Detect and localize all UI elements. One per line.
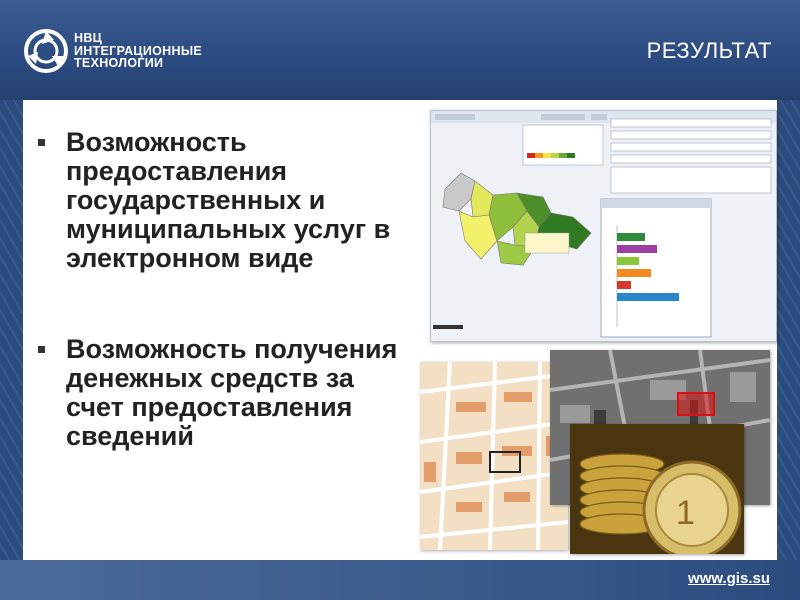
gis-application-screenshot	[430, 110, 777, 342]
bullet-item	[38, 128, 418, 273]
logo-line-3: ТЕХНОЛОГИИ	[74, 56, 164, 70]
slide-title: РЕЗУЛЬТАТ	[646, 38, 772, 63]
map-and-bar-chart-icon	[431, 111, 776, 341]
logo-line-1: НВЦ	[74, 31, 103, 45]
bullet-text: Возможность получения денежных средств за счет предоставления сведений	[66, 334, 398, 451]
bullet-marker-icon	[38, 139, 45, 146]
left-background-strip	[0, 100, 23, 600]
bullet-marker-icon	[38, 346, 45, 353]
bullet-item	[38, 335, 418, 451]
euro-coins-icon	[570, 424, 744, 554]
website-link[interactable]: www.gis.su	[688, 570, 770, 587]
svg-text:1: 1	[676, 494, 695, 532]
slide-header	[0, 0, 800, 100]
coins-photo	[570, 424, 744, 554]
city-map-icon	[420, 362, 568, 550]
bullet-text: Возможность предоставления государственных и муниципальных услуг в электронном виде	[66, 127, 391, 273]
slide-footer	[0, 560, 800, 600]
right-background-strip	[777, 100, 800, 600]
logo-text	[74, 32, 202, 70]
street-map-fragment	[420, 362, 568, 550]
logo-line-2: ИНТЕГРАЦИОННЫЕ	[74, 43, 203, 58]
bullet-list	[38, 128, 418, 451]
